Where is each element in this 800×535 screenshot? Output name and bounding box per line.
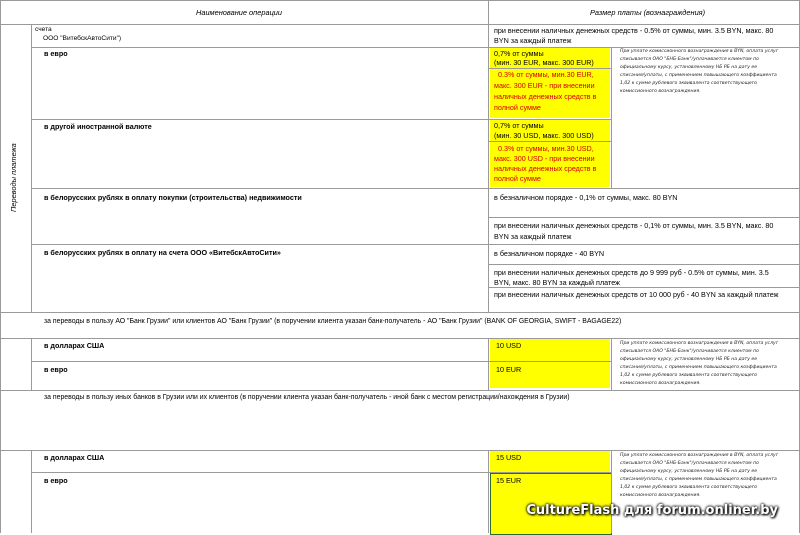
row4-fee-2a: при внесении наличных денежных средств до 9 999 руб - 0.5% от суммы, мин. 3.5 (494, 268, 769, 277)
row1-fee-b4: полной сумме (494, 103, 541, 112)
row4-name: в белорусских рублях в оплату на счета ООО «ВитебскАвтоСити» (44, 248, 281, 257)
row5-fee: 10 USD (496, 341, 522, 350)
row3-fee-2b: BYN за каждый платеж (494, 232, 572, 241)
row1-fee-a1: 0,7% от суммы (494, 49, 544, 58)
watermark: CultureFlash для forum.onliner.by (526, 503, 778, 518)
row3-name: в белорусских рублях в оплату покупки (строительства) недвижимости (44, 193, 302, 202)
row0-name-line1: счета (35, 26, 52, 33)
row4-fee-2b: BYN, макс. 80 BYN за каждый платеж (494, 278, 620, 287)
row2-name: в другой иностранной валюте (44, 122, 152, 131)
section-bank-of-georgia: за переводы в пользу АО "Банк Грузии" или клиентов АО "Банк Грузии" (в поручении клиента указан банк-получатель - АО "Банк Грузии" (BANK OF GEORGIA, SWIFT - BAGAGE22) (44, 318, 622, 325)
row7-fee: 15 USD (496, 453, 522, 462)
row3-fee-1: в безналичном порядке - 0,1% от суммы, макс. 80 BYN (494, 193, 678, 202)
header-fee: Размер платы (вознаграждения) (590, 8, 706, 17)
row8-fee: 15 EUR (496, 476, 522, 485)
row0-fee-line1: при внесении наличных денежных средств - 0.5% от суммы, мин. 3.5 BYN, макс. 80 (494, 26, 774, 35)
row7-name: в долларах США (44, 453, 105, 462)
row2-fee-b3: наличных денежных средств в (494, 164, 597, 173)
side-label-transfers: Переводы платежа (9, 143, 18, 212)
row5-name: в долларах США (44, 341, 105, 350)
row0-name-line2: ООО "ВитебскАвтоСити") (43, 35, 122, 42)
row2-fee-a1: 0,7% от суммы (494, 121, 544, 130)
row4-fee-1: в безналичном порядке - 40 BYN (494, 249, 605, 258)
row2-fee-b4: полной сумме (494, 174, 541, 183)
row1-fee-b3: наличных денежных средств в (494, 92, 597, 101)
row6-fee: 10 EUR (496, 365, 522, 374)
row4-fee-3: при внесении наличных денежных средств от 10 000 руб - 40 BYN за каждый платеж (494, 290, 779, 299)
section-other-georgian-banks: за переводы в пользу иных банков в Грузии или их клиентов (в поручении клиента указан банк-получатель - иной банк с местом регистрации/нахождения в Грузии) (44, 394, 570, 401)
row8-name: в евро (44, 476, 68, 485)
header-operation: Наименование операции (196, 8, 283, 17)
row2-fee-b2: макс. 300 USD - при внесении (494, 154, 595, 163)
row0-fee-line2: BYN за каждый платеж (494, 36, 572, 45)
row1-fee-b2: макс. 300 EUR - при внесении (494, 81, 595, 90)
row2-fee-a2: (мин. 30 USD, макс. 300 USD) (494, 131, 594, 140)
row1-fee-a2: (мин. 30 EUR, макс. 300 EUR) (494, 58, 594, 67)
row1-name: в евро (44, 49, 68, 58)
row3-fee-2a: при внесении наличных денежных средств - 0,1% от суммы, мин. 3.5 BYN, макс. 80 (494, 221, 774, 230)
row2-fee-b1: 0.3% от суммы, мин.30 USD, (498, 144, 594, 153)
row6-name: в евро (44, 365, 68, 374)
row1-fee-b1: 0.3% от суммы, мин.30 EUR, (498, 70, 594, 79)
